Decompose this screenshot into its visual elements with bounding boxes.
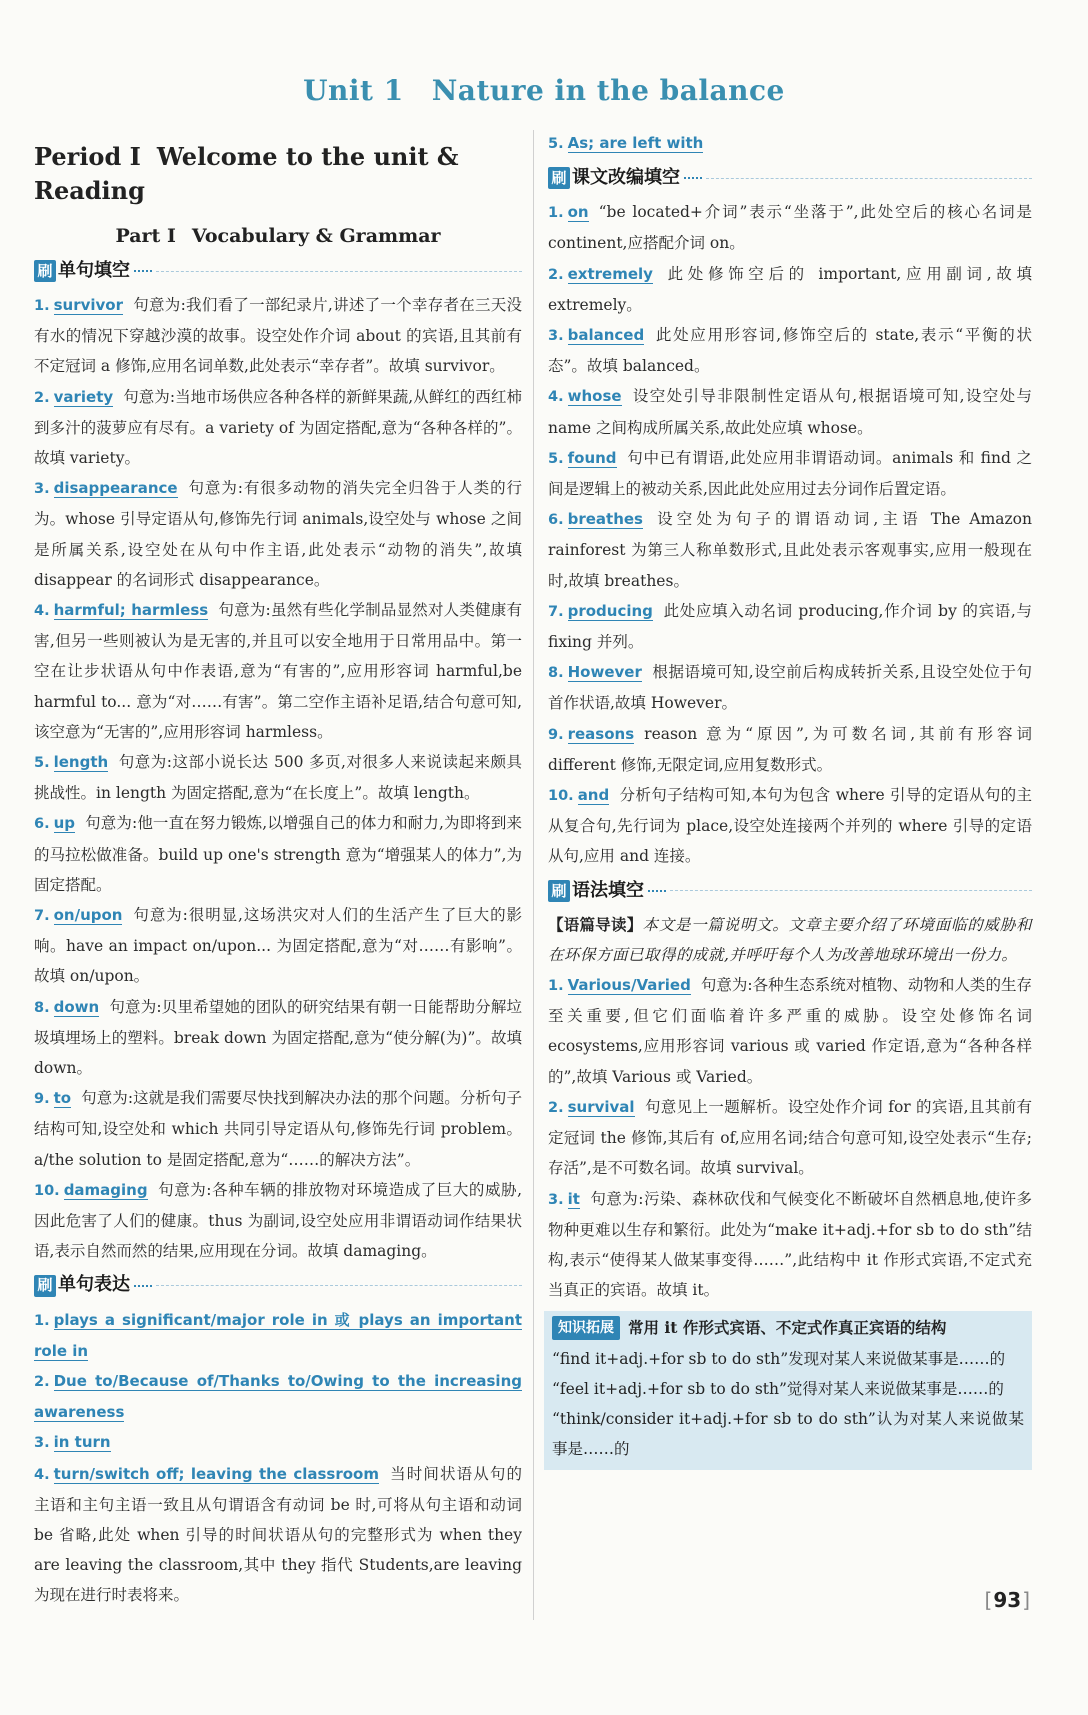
answer-item	[34, 900, 522, 992]
item-number: 7.	[34, 908, 50, 925]
column-divider	[533, 130, 534, 1620]
item-number: 3.	[34, 1435, 50, 1452]
answer-item	[34, 473, 522, 595]
item-answer: length	[53, 753, 109, 772]
item-answer: However	[567, 663, 642, 682]
dash-line	[156, 271, 522, 272]
item-explanation: reason 意为“原因”,为可数名词,其前有形容词 different 修饰,无限定词,应用复数形式。	[548, 724, 1032, 774]
answer-item	[548, 657, 1032, 718]
item-answer: Various/Varied	[567, 976, 691, 995]
answer-item	[34, 1175, 522, 1267]
item-answer: survivor	[53, 296, 124, 314]
item-explanation: 设空处引导非限制性定语从句,根据语境可知,设空处与 name 之间构成所属关系,故此处应填 whose。	[548, 387, 1032, 437]
part-title	[34, 222, 522, 250]
unit-title	[0, 74, 1088, 107]
item-explanation: 句意为:虽然有些化学制品显然对人类健康有害,但另一些则被认为是无害的,并且可以安全地用于日常用品中。第一空在让步状语从句中作表语,意为“有害的”,应用形容词 harmful,be harmful to... 意为“对……有害”。第二空作主语补足语,结合句意可知,该空意为“无害的”,应用形容词 harmless。	[34, 601, 522, 741]
dots-decoration	[134, 1285, 152, 1287]
period-label: Period Ⅰ	[34, 142, 141, 171]
unit-name: Nature in the balance	[431, 74, 785, 107]
item-number: 5.	[34, 755, 50, 772]
period-name: Welcome to the unit & Reading	[34, 142, 459, 205]
item-explanation: 此处修饰空后的 important,应用副词,故填 extremely。	[548, 264, 1032, 314]
brush-badge-icon: 刷	[34, 1275, 56, 1297]
answer-item	[548, 1184, 1032, 1306]
answer-item	[34, 808, 522, 900]
item-number: 6.	[34, 816, 50, 833]
passage-guide	[548, 910, 1032, 970]
item-explanation: 句中已有谓语,此处应用非谓语动词。animals 和 find 之间是逻辑上的被动关系,因此此处应用过去分词作后置定语。	[548, 448, 1032, 499]
section-header-single-fill	[34, 256, 522, 286]
dots-decoration	[134, 270, 152, 272]
item-answer: in turn	[53, 1433, 111, 1452]
item-explanation: 设空处为句子的谓语动词,主语 The Amazon rainforest 为第三人称单数形式,且此处表示客观事实,应用一般现在时,故填 breathes。	[548, 510, 1032, 590]
item-answer: disappearance	[53, 479, 178, 498]
item-explanation: 句意为:我们看了一部纪录片,讲述了一个幸存者在三天没有水的情况下穿越沙漠的故事。设空处作介词 about 的宾语,且其前有不定冠词 a 修饰,应用名词单数,此处表示“幸存者”。故填 survivor。	[34, 296, 522, 376]
dots-decoration	[684, 177, 702, 179]
dots-decoration	[648, 890, 666, 892]
extension-header	[552, 1313, 1024, 1343]
answer-item	[34, 1305, 522, 1366]
item-answer: breathes	[567, 510, 643, 529]
item-explanation: 句意为:贝里希望她的团队的研究结果有朝一日能帮助分解垃圾填埋场上的塑料。break down 为固定搭配,意为“使分解(为)”。故填 down。	[34, 997, 522, 1078]
item-number: 1.	[34, 298, 50, 314]
item-explanation: 句意为:这部小说长达 500 多页,对很多人来说读起来颇具挑战性。in length 为固定搭配,意为“在长度上”。故填 length。	[34, 753, 522, 803]
answer-item	[34, 595, 522, 747]
answer-item	[548, 780, 1032, 872]
item-answer: survival	[567, 1097, 635, 1116]
answer-item	[548, 320, 1032, 381]
section-title: 语法填空	[572, 879, 644, 901]
part-name: Vocabulary & Grammar	[191, 225, 441, 247]
brush-badge-icon: 刷	[548, 167, 570, 189]
item-answer: producing	[567, 601, 653, 620]
item-explanation: 此处应用形容词,修饰空后的 state,表示“平衡的状态”。故填 balanced。	[548, 326, 1032, 376]
answer-item	[34, 747, 522, 808]
extension-line: “feel it+adj.+for sb to do sth”觉得对某人来说做某事是……的	[552, 1379, 1004, 1398]
section-header-single-expr	[34, 1271, 522, 1301]
single-expr-list-continued	[548, 128, 1032, 159]
answer-item	[34, 1083, 522, 1175]
answer-item	[548, 596, 1032, 657]
item-answer: balanced	[567, 326, 645, 345]
item-answer: up	[53, 814, 76, 833]
item-answer: extremely	[567, 264, 653, 283]
answer-item	[548, 259, 1032, 320]
item-explanation: 句意为:当地市场供应各种各样的新鲜果蔬,从鲜红的西红柿到多汁的菠萝应有尽有。a variety of 为固定搭配,意为“各种各样的”。故填 variety。	[34, 387, 522, 468]
item-number: 6.	[548, 512, 564, 529]
section-header-text-fill	[548, 163, 1032, 193]
answer-item	[548, 1092, 1032, 1184]
guide-label: 【语篇导读】	[548, 914, 643, 934]
item-number: 5.	[548, 136, 564, 152]
item-number: 1.	[548, 978, 564, 995]
item-answer: on	[567, 203, 589, 222]
item-answer: and	[577, 786, 610, 805]
dash-line	[706, 178, 1032, 179]
left-column	[34, 140, 522, 1611]
grammar-fill-list	[548, 970, 1032, 1305]
answer-item	[548, 443, 1032, 504]
item-number: 2.	[34, 389, 50, 406]
item-explanation: 句意为:他一直在努力锻炼,以增强自己的体力和耐力,为即将到来的马拉松做准备。build up one's strength 意为“增强某人的体力”,为固定搭配。	[34, 814, 522, 894]
item-number: 4.	[34, 603, 50, 620]
item-answer: damaging	[63, 1180, 148, 1199]
item-answer: Due to/Because of/Thanks to/Owing to the increasing awareness	[34, 1371, 522, 1422]
period-title	[34, 140, 522, 208]
answer-item	[34, 1459, 522, 1611]
section-header-grammar-fill	[548, 876, 1032, 906]
item-number: 10.	[548, 788, 574, 805]
item-explanation: 句意为:各种车辆的排放物对环境造成了巨大的威胁,因此危害了人们的健康。thus 为副词,设空处应用非谓语动词作结果状语,表示自然而然的结果,应用现在分词。故填 damaging。	[34, 1180, 522, 1261]
item-answer: on/upon	[53, 906, 123, 925]
section-title: 单句填空	[58, 259, 130, 281]
item-explanation: 句意为:很明显,这场洪灾对人们的生活产生了巨大的影响。have an impact on/upon... 为固定搭配,意为“对……有影响”。故填 on/upon。	[34, 906, 522, 986]
text-fill-list	[548, 197, 1032, 871]
unit-label: Unit 1	[303, 74, 404, 107]
extension-lines	[552, 1344, 1024, 1465]
item-explanation: 句意见上一题解析。设空处作介词 for 的宾语,且其前有定冠词 the 修饰,其后有 of,应用名词;结合句意可知,设空处表示“生存;存活”,是不可数名词。故填 survival。	[548, 1097, 1032, 1178]
answer-item	[548, 128, 1032, 159]
extension-badge: 知识拓展	[552, 1316, 620, 1340]
answer-item	[548, 719, 1032, 780]
item-answer: to	[53, 1089, 72, 1108]
item-answer: As; are left with	[567, 134, 704, 152]
extension-line: “think/consider it+adj.+for sb to do sth”认为对某人来说做某事是……的	[552, 1409, 1024, 1459]
answer-item	[34, 1366, 522, 1427]
item-answer: turn/switch off; leaving the classroom	[53, 1464, 379, 1483]
item-answer: whose	[567, 387, 622, 406]
item-answer: harmful; harmless	[53, 601, 209, 620]
single-fill-list	[34, 290, 522, 1267]
answer-item	[548, 504, 1032, 596]
item-number: 5.	[548, 450, 564, 467]
item-answer: plays a significant/major role in 或 plays an important role in	[34, 1310, 522, 1360]
right-column	[548, 128, 1032, 1470]
item-number: 9.	[34, 1091, 50, 1108]
item-number: 9.	[548, 726, 564, 743]
item-number: 4.	[548, 389, 564, 406]
item-explanation: 句意为:这就是我们需要尽快找到解决办法的那个问题。分析句子结构可知,设空处和 which 共同引导定语从句,修饰先行词 problem。a/the solution to 是固定搭配,意为“……的解决方法”。	[34, 1089, 522, 1169]
knowledge-extension-box	[544, 1311, 1032, 1470]
item-number: 3.	[34, 481, 50, 498]
item-explanation: 分析句子结构可知,本句为包含 where 引导的定语从句的主从复合句,先行词为 place,设空处连接两个并列的 where 引导的定语从句,应用 and 连接。	[548, 786, 1032, 866]
item-explanation: 根据语境可知,设空前后构成转折关系,且设空处位于句首作状语,故填 However。	[548, 663, 1032, 713]
item-number: 2.	[34, 1373, 50, 1390]
item-number: 2.	[548, 1099, 564, 1116]
item-number: 1.	[34, 1312, 50, 1329]
item-number: 7.	[548, 603, 564, 620]
item-number: 1.	[548, 205, 564, 222]
brush-badge-icon: 刷	[34, 260, 56, 282]
item-explanation: 句意为:污染、森林砍伐和气候变化不断破坏自然栖息地,使许多物种更难以生存和繁衍。此处为“make it+adj.+for sb to do sth”结构,表示“使得某人做某事变得……”,此结构中 it 作形式宾语,不定式充当真正的宾语。故填 it。	[548, 1189, 1032, 1300]
item-number: 3.	[548, 328, 564, 345]
part-label: Part Ⅰ	[115, 225, 176, 247]
item-answer: found	[567, 448, 617, 467]
item-number: 8.	[34, 999, 50, 1016]
answer-item	[548, 381, 1032, 442]
item-number: 2.	[548, 266, 564, 283]
item-explanation: “be located+介词”表示“坐落于”,此处空后的核心名词是 continent,应搭配介词 on。	[548, 203, 1032, 253]
dash-line	[670, 890, 1032, 891]
page-number: [ 93 ]	[985, 1588, 1030, 1612]
item-explanation: 句意为:有很多动物的消失完全归咎于人类的行为。whose 引导定语从句,修饰先行词 animals,设空处与 whose 之间是所属关系,设空处在从句中作主语,此处表示“动物的消失”,故填 disappear 的名词形式 disappearance。	[34, 479, 522, 589]
item-number: 8.	[548, 665, 564, 682]
answer-item	[34, 1427, 522, 1458]
brush-badge-icon: 刷	[548, 880, 570, 902]
answer-item	[34, 290, 522, 382]
answer-item	[34, 992, 522, 1084]
extension-title: 常用 it 作形式宾语、不定式作真正宾语的结构	[628, 1318, 947, 1338]
section-title: 单句表达	[58, 1274, 130, 1296]
answer-item	[548, 970, 1032, 1092]
extension-line: “find it+adj.+for sb to do sth”发现对某人来说做某事是……的	[552, 1349, 1006, 1368]
item-number: 4.	[34, 1466, 50, 1483]
item-explanation: 此处应填入动名词 producing,作介词 by 的宾语,与 fixing 并列。	[548, 601, 1032, 652]
item-explanation: 当时间状语从句的主语和主句主语一致且从句谓语含有动词 be 时,可将从句主语和动词 be 省略,此处 when 引导的时间状语从句的完整形式为 when they are leaving the classroom,其中 they 指代 Students,are leaving 为现在进行时表将来。	[34, 1464, 522, 1605]
guide-text: 本文是一篇说明文。文章主要介绍了环境面临的威胁和在环保方面已取得的成就,并呼吁每个人为改善地球环境出一份力。	[548, 915, 1032, 964]
item-answer: variety	[53, 387, 114, 406]
single-expr-list	[34, 1305, 522, 1611]
section-title: 课文改编填空	[572, 167, 680, 189]
item-answer: reasons	[567, 724, 635, 743]
answer-item	[548, 197, 1032, 258]
answer-item	[34, 382, 522, 474]
dash-line	[156, 1285, 522, 1286]
item-answer: it	[567, 1189, 580, 1208]
item-explanation: 句意为:各种生态系统对植物、动物和人类的生存至关重要,但它们面临着许多严重的威胁。设空处修饰名词 ecosystems,应用形容词 various 或 varied 作定语,意为“各种各样的”,故填 Various 或 Varied。	[548, 976, 1032, 1086]
item-number: 3.	[548, 1191, 564, 1208]
item-number: 10.	[34, 1182, 60, 1199]
item-answer: down	[53, 997, 100, 1016]
